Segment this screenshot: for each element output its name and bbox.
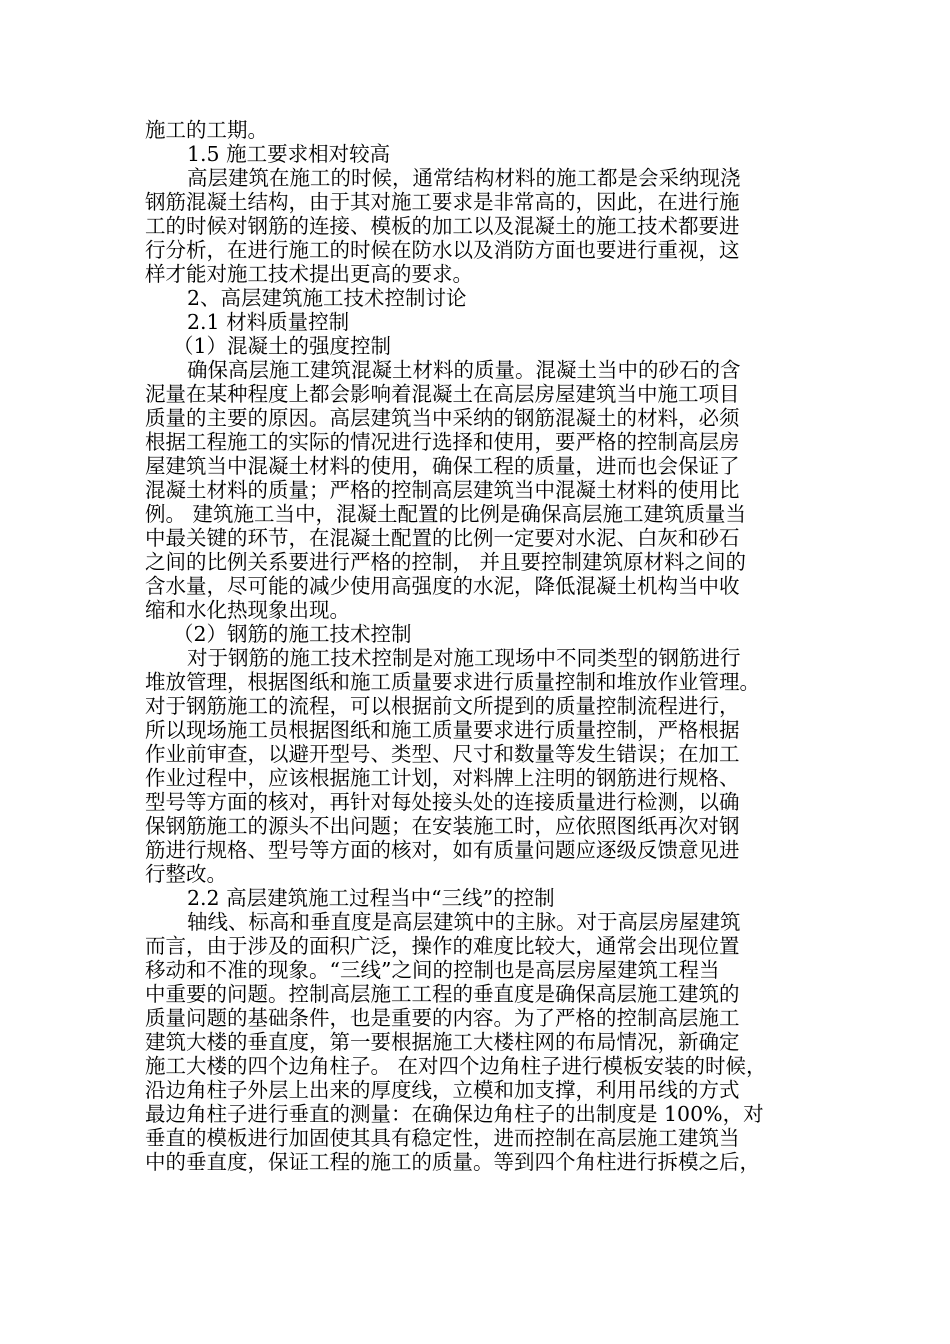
text-line: 1.5 施工要求相对较高 <box>187 142 391 166</box>
section-heading <box>145 886 810 910</box>
text-line: 轴线、标高和垂直度是高层建筑中的主脉。对于高层房屋建筑 <box>187 910 741 934</box>
text-line: 中的垂直度，保证工程的施工的质量。等到四个角柱进行拆模之后， <box>145 1150 760 1174</box>
text-line: 含水量，尽可能的减少使用高强度的水泥，降低混凝土机构当中收 <box>145 574 740 598</box>
text-line: 对于钢筋施工的流程，可以根据前文所提到的质量控制流程进行， <box>145 694 740 718</box>
section-heading <box>145 310 810 334</box>
text-line: 混凝土材料的质量；严格的控制高层建筑当中混凝土材料的使用比 <box>145 478 740 502</box>
text-line: 施工的工期。 <box>145 118 268 142</box>
text-line: 质量的主要的原因。高层建筑当中采纳的钢筋混凝土的材料，必须 <box>145 406 740 430</box>
text-line: 建筑大楼的垂直度，第一要根据施工大楼柱网的布局情况，新确定 <box>145 1030 740 1054</box>
text-line: 中重要的问题。控制高层施工工程的垂直度是确保高层施工建筑的 <box>145 982 740 1006</box>
text-line: 行分析，在进行施工的时候在防水以及消防方面也要进行重视，这 <box>145 238 740 262</box>
paragraph <box>145 166 810 286</box>
text-line: 型号等方面的核对，再针对每处接头处的连接质量进行检测，以确 <box>145 790 740 814</box>
text-line: 行整改。 <box>145 862 227 886</box>
text-line: 2.2 高层建筑施工过程当中“三线”的控制 <box>187 886 555 910</box>
text-line: 之间的比例关系要进行严格的控制， 并且要控制建筑原材料之间的 <box>145 550 747 574</box>
text-line: 例。 建筑施工当中，混凝土配置的比例是确保高层施工建筑质量当 <box>145 502 747 526</box>
text-line: 中最关键的环节，在混凝土配置的比例一定要对水泥、白灰和砂石 <box>145 526 740 550</box>
text-line: 作业过程中，应该根据施工计划，对料牌上注明的钢筋进行规格、 <box>145 766 740 790</box>
section-heading <box>145 334 810 358</box>
text-line: 工的时候对钢筋的连接、模板的加工以及混凝土的施工技术都要进 <box>145 214 740 238</box>
text-line: 施工大楼的四个边角柱子。 在对四个边角柱子进行模板安装的时候， <box>145 1054 767 1078</box>
text-line: 所以现场施工员根据图纸和施工质量要求进行质量控制，严格根据 <box>145 718 740 742</box>
text-line: 堆放管理，根据图纸和施工质量要求进行质量控制和堆放作业管理。 <box>145 670 760 694</box>
text-line: 泥量在某种程度上都会影响着混凝土在高层房屋建筑当中施工项目 <box>145 382 740 406</box>
section-heading <box>145 286 810 310</box>
text-line: 对于钢筋的施工技术控制是对施工现场中不同类型的钢筋进行 <box>187 646 741 670</box>
text-line: 缩和水化热现象出现。 <box>145 598 350 622</box>
text-line: 2.1 材料质量控制 <box>187 310 350 334</box>
text-line: 筋进行规格、型号等方面的核对，如有质量问题应逐级反馈意见进 <box>145 838 740 862</box>
text-line: 根据工程施工的实际的情况进行选择和使用，要严格的控制高层房 <box>145 430 740 454</box>
text-line: 2、高层建筑施工技术控制讨论 <box>187 286 467 310</box>
text-line: 质量问题的基础条件，也是重要的内容。为了严格的控制高层施工 <box>145 1006 740 1030</box>
text-line: 移动和不准的现象。“三线”之间的控制也是高层房屋建筑工程当 <box>145 958 720 982</box>
text-line: 最边角柱子进行垂直的测量：在确保边角柱子的出制度是 100%，对 <box>145 1102 764 1126</box>
text-line: 屋建筑当中混凝土材料的使用，确保工程的质量，进而也会保证了 <box>145 454 740 478</box>
text-line: 而言，由于涉及的面积广泛，操作的难度比较大，通常会出现位置 <box>145 934 740 958</box>
text-line: 垂直的模板进行加固使其具有稳定性，进而控制在高层施工建筑当 <box>145 1126 740 1150</box>
text-line: 确保高层施工建筑混凝土材料的质量。混凝土当中的砂石的含 <box>187 358 741 382</box>
text-line: （1）混凝土的强度控制 <box>173 334 392 358</box>
text-line: 沿边角柱子外层上出来的厚度线，立模和加支撑，利用吊线的方式 <box>145 1078 740 1102</box>
text-line: 样才能对施工技术提出更高的要求。 <box>145 262 473 286</box>
paragraph <box>145 358 810 622</box>
paragraph <box>145 910 810 1174</box>
document-body <box>145 118 810 1174</box>
text-line: 钢筋混凝土结构，由于其对施工要求是非常高的，因此，在进行施 <box>145 190 740 214</box>
paragraph <box>145 646 810 886</box>
section-heading <box>145 622 810 646</box>
section-heading <box>145 142 810 166</box>
text-line: （2）钢筋的施工技术控制 <box>173 622 412 646</box>
text-line: 高层建筑在施工的时候，通常结构材料的施工都是会采纳现浇 <box>187 166 741 190</box>
paragraph <box>145 118 810 142</box>
text-line: 作业前审查，以避开型号、类型、尺寸和数量等发生错误；在加工 <box>145 742 740 766</box>
text-line: 保钢筋施工的源头不出问题；在安装施工时，应依照图纸再次对钢 <box>145 814 740 838</box>
